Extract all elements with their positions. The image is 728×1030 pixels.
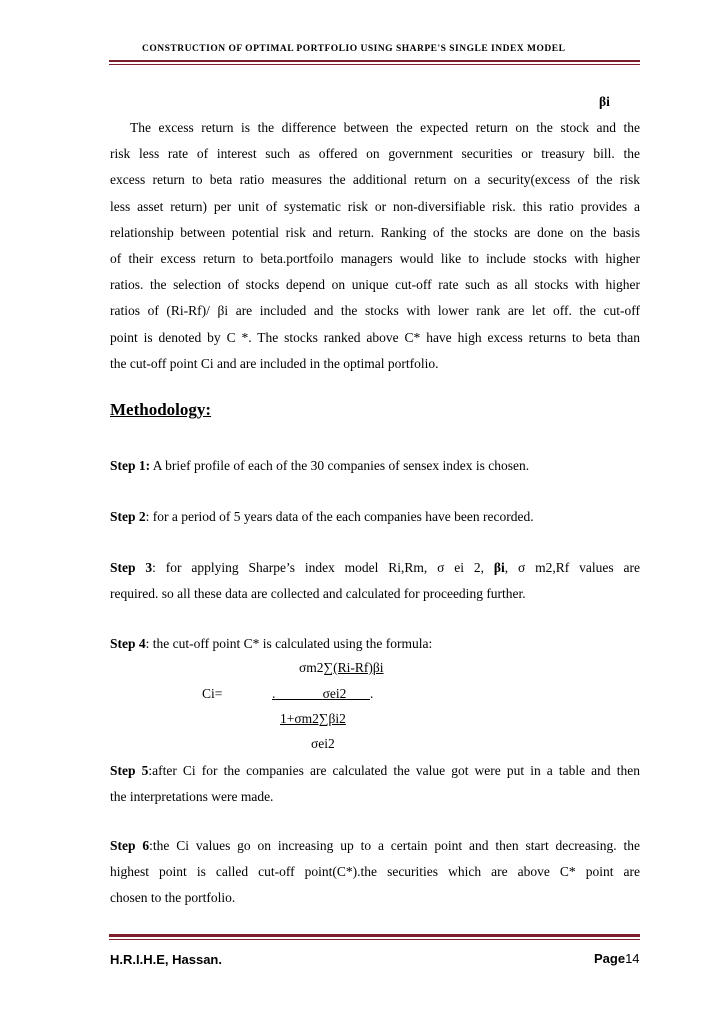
step-label: Step 2 [110, 509, 146, 524]
step-line: chosen to the portfolio. [110, 890, 236, 905]
step-label: Step 6 [110, 838, 150, 853]
intro-paragraph [110, 115, 640, 377]
step-1 [110, 453, 640, 479]
intro-line: of their excess return to beta.portfoilo managers would like to include stocks with higher [110, 251, 640, 267]
intro-line: less asset return) per unit of systematic risk or non-diversifiable risk. this ratio provides a [110, 198, 640, 214]
step-label: Step 1: [110, 458, 151, 473]
page-number [594, 951, 640, 966]
page-number-value: 14 [625, 951, 640, 966]
formula-sigma-m2: σm2 [299, 660, 324, 675]
step-text: , σ m2,Rf values are [504, 560, 640, 575]
footer-rule [109, 934, 640, 937]
step-2 [110, 504, 640, 530]
step-line: highest point is called cut-off point(C*).the securities which are above C* point are [110, 864, 640, 879]
step-label: Step 5 [110, 763, 149, 778]
intro-line: relationship between potential risk and return. Ranking of the stocks are done on the basis [110, 224, 640, 240]
step-text: : for applying Sharpe’s index model Ri,Rm, σ ei 2, [152, 560, 494, 575]
formula-denominator-text: 1+σm2∑βi2 [280, 711, 346, 726]
step-4 [110, 631, 640, 657]
running-header: CONSTRUCTION OF OPTIMAL PORTFOLIO USING SHARPE'S SINGLE INDEX MODEL [142, 44, 566, 54]
step-text: : for a period of 5 years data of the each companies have been recorded. [145, 509, 534, 524]
step-3 [110, 555, 640, 607]
step-line: required. so all these data are collected and calculated for proceeding further. [110, 586, 526, 601]
header-rule-thin [109, 64, 640, 65]
intro-line: the cut-off point Ci and are included in the optimal portfolio. [110, 355, 439, 371]
formula-lhs: Ci= [202, 686, 223, 701]
step-line [110, 555, 640, 581]
step-line [110, 833, 640, 859]
header-rule [109, 60, 640, 62]
formula-denominator [280, 711, 346, 727]
intro-line: The excess return is the difference between the expected return on the stock and the [130, 120, 640, 135]
step-label: Step 3 [110, 560, 153, 575]
intro-line: ratios. the selection of stocks depend on unique cut-off rate such as all stocks with higher [110, 277, 640, 293]
step-line [110, 758, 640, 784]
beta-bold: βi [493, 560, 505, 575]
intro-line: point is denoted by C *. The stocks ranked above C* have high excess returns to beta than [110, 329, 640, 345]
step-text: :after Ci for the companies are calculated the value got were put in a table and then [148, 763, 640, 778]
methodology-heading: Methodology: [110, 400, 212, 419]
formula-sum: ∑(Ri-Rf)βi [323, 660, 384, 675]
formula-middle [272, 686, 373, 702]
formula-denominator-2: σei2 [311, 736, 335, 751]
intro-line: excess return to beta ratio measures the additional return on a security(excess of the risk [110, 172, 640, 188]
beta-symbol: βi [599, 94, 610, 109]
step-text: :the Ci values go on increasing up to a certain point and then start decreasing. the [149, 838, 640, 853]
footer-institution: H.R.I.H.E, Hassan. [110, 952, 222, 967]
formula-sigma-ei2: σei2 [322, 686, 347, 701]
formula-dot: . [272, 686, 276, 701]
step-label: Step 4 [110, 636, 146, 651]
step-text: A brief profile of each of the 30 companies of sensex index is chosen. [150, 458, 530, 473]
intro-line: ratios of (Ri-Rf)/ βi are included and the stocks with lower rank are let off. the cut-off [110, 303, 640, 319]
footer-rule-thin [109, 939, 640, 940]
step-5 [110, 758, 640, 810]
step-text: : the cut-off point C* is calculated using the formula: [145, 636, 433, 651]
formula-dot: . [370, 686, 374, 701]
step-line: the interpretations were made. [110, 789, 274, 804]
page-label: Page [594, 951, 626, 966]
step-6 [110, 833, 640, 911]
formula-numerator [299, 660, 384, 676]
intro-line: risk less rate of interest such as offered on government securities or treasury bill. the [110, 146, 640, 162]
